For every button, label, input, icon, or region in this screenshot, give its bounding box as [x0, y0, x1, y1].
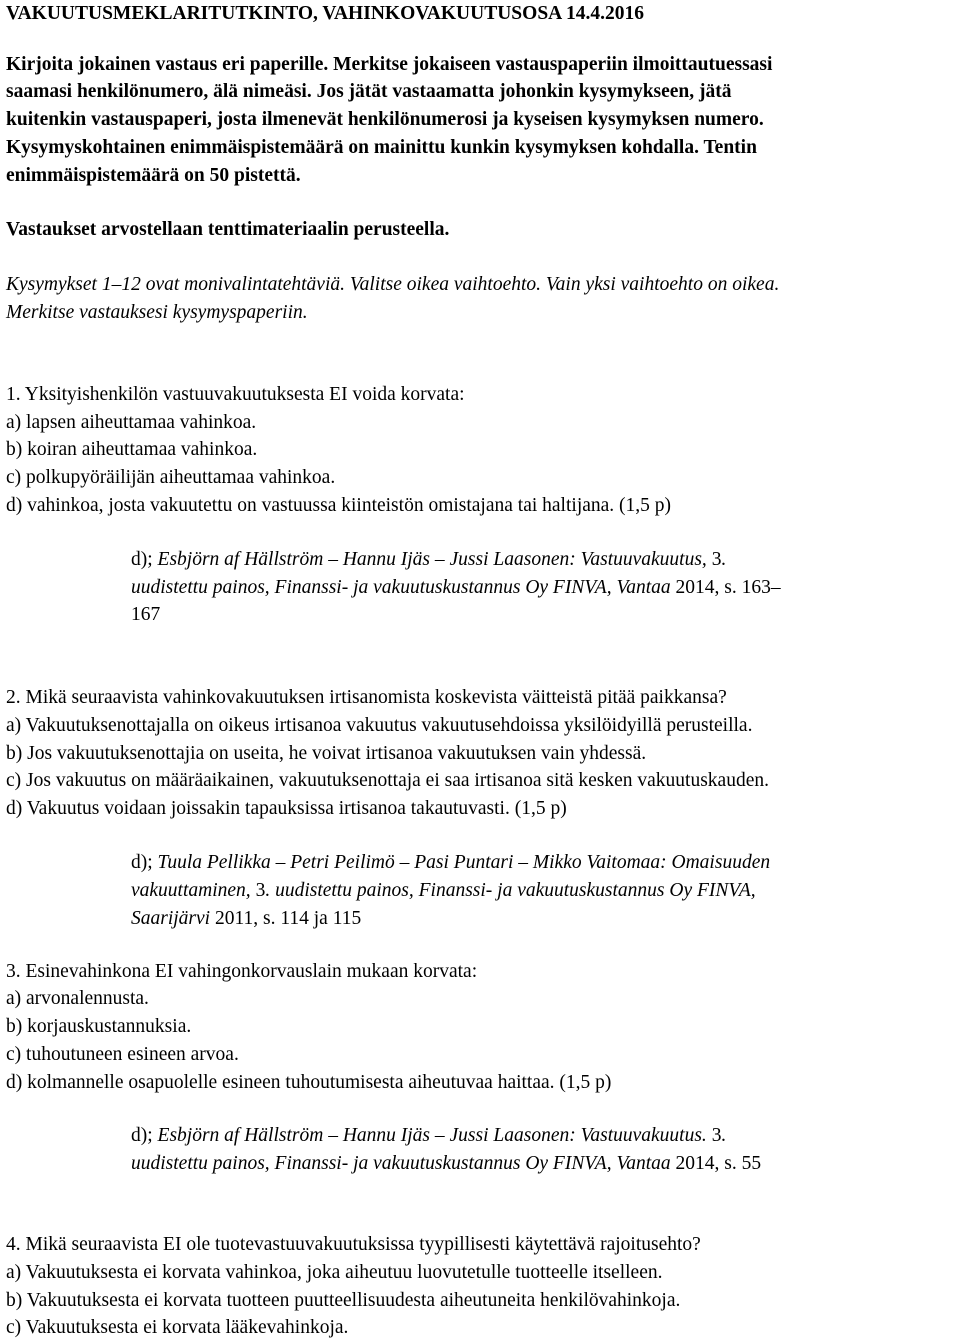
answer-option: c) tuhoutuneen esineen arvoa. — [6, 1044, 239, 1065]
instruction-line: Kysymyskohtainen enimmäispistemäärä on mainittu kunkin kysymyksen kohdalla. Tentin — [6, 137, 757, 158]
answer-reference-line: d); Esbjörn af Hällström – Hannu Ijäs – Jussi Laasonen: Vastuuvakuutus, 3. — [131, 549, 727, 570]
answer-option: d) kolmannelle osapuolelle esineen tuhoutumisesta aiheutuvaa haittaa. (1,5 p) — [6, 1072, 612, 1093]
question-text: 2. Mikä seuraavista vahinkovakuutuksen irtisanomista koskevista väitteistä pitää paikkansa? — [6, 687, 727, 708]
instruction-line: saamasi henkilönumero, älä nimeäsi. Jos jätät vastaamatta johonkin kysymykseen, jätä — [6, 81, 732, 102]
answer-reference-line: d); Esbjörn af Hällström – Hannu Ijäs – Jussi Laasonen: Vastuuvakuutus. 3. — [131, 1125, 727, 1146]
answer-option: d) Vakuutus voidaan joissakin tapauksissa irtisanoa takautuvasti. (1,5 p) — [6, 798, 567, 819]
answer-option: b) korjauskustannuksia. — [6, 1016, 192, 1037]
answer-reference-line: vakuuttaminen, 3. uudistettu painos, Finanssi- ja vakuutuskustannus Oy FINVA, — [131, 880, 756, 901]
instruction-line: Kirjoita jokainen vastaus eri paperille. Merkitse jokaiseen vastauspaperiin ilmoittautuessasi — [6, 54, 773, 75]
answer-option: c) polkupyöräilijän aiheuttamaa vahinkoa. — [6, 467, 336, 488]
instruction-line: enimmäispistemäärä on 50 pistettä. — [6, 165, 301, 186]
answer-reference-line: d); Tuula Pellikka – Petri Peilimö – Pasi Puntari – Mikko Vaitomaa: Omaisuuden — [131, 852, 771, 873]
question-text: 1. Yksityishenkilön vastuuvakuutuksesta EI voida korvata: — [6, 384, 465, 405]
answer-option: c) Vakuutuksesta ei korvata lääkevahinkoja. — [6, 1317, 349, 1338]
answer-option: b) Jos vakuutuksenottajia on useita, he voivat irtisanoa vakuutuksen vain yhdessä. — [6, 743, 647, 764]
answer-option: b) Vakuutuksesta ei korvata tuotteen puutteellisuudesta aiheutuneita henkilövahinkoja. — [6, 1290, 681, 1311]
answer-option: a) Vakuutuksesta ei korvata vahinkoa, joka aiheutuu luovutetulle tuotteelle itselleen. — [6, 1262, 663, 1283]
multiple-choice-note: Merkitse vastauksesi kysymyspaperiin. — [6, 302, 308, 323]
answer-option: a) Vakuutuksenottajalla on oikeus irtisanoa vakuutus vakuutusehdoissa yksilöidyillä perusteilla. — [6, 715, 753, 736]
answer-option: a) arvonalennusta. — [6, 988, 149, 1009]
answer-option: c) Jos vakuutus on määräaikainen, vakuutuksenottaja ei saa irtisanoa sitä kesken vakuutuskauden. — [6, 770, 769, 791]
answer-option: b) koiran aiheuttamaa vahinkoa. — [6, 439, 258, 460]
question-text: 3. Esinevahinkona EI vahingonkorvauslain mukaan korvata: — [6, 961, 478, 982]
question-text: 4. Mikä seuraavista EI ole tuotevastuuvakuutuksissa tyypillisesti käytettävä rajoitusehto? — [6, 1234, 701, 1255]
answer-reference-line: 167 — [131, 604, 161, 625]
answer-reference-line: uudistettu painos, Finanssi- ja vakuutuskustannus Oy FINVA, Vantaa 2014, s. 163– — [131, 577, 781, 598]
multiple-choice-note: Kysymykset 1–12 ovat monivalintatehtäviä. Valitse oikea vaihtoehto. Vain yksi vaihtoehto on oikea. — [6, 274, 780, 295]
instruction-line: kuitenkin vastauspaperi, josta ilmenevät henkilönumerosi ja kyseisen kysymyksen numero. — [6, 109, 764, 130]
answer-reference-line: Saarijärvi 2011, s. 114 ja 115 — [131, 908, 362, 929]
answer-reference-line: uudistettu painos, Finanssi- ja vakuutuskustannus Oy FINVA, Vantaa 2014, s. 55 — [131, 1153, 762, 1174]
page-title: VAKUUTUSMEKLARITUTKINTO, VAHINKOVAKUUTUSOSA 14.4.2016 — [6, 3, 645, 24]
answer-option: a) lapsen aiheuttamaa vahinkoa. — [6, 412, 257, 433]
answer-option: d) vahinkoa, josta vakuutettu on vastuussa kiinteistön omistajana tai haltijana. (1,5 p) — [6, 495, 672, 516]
grading-note: Vastaukset arvostellaan tenttimateriaalin perusteella. — [6, 219, 450, 240]
